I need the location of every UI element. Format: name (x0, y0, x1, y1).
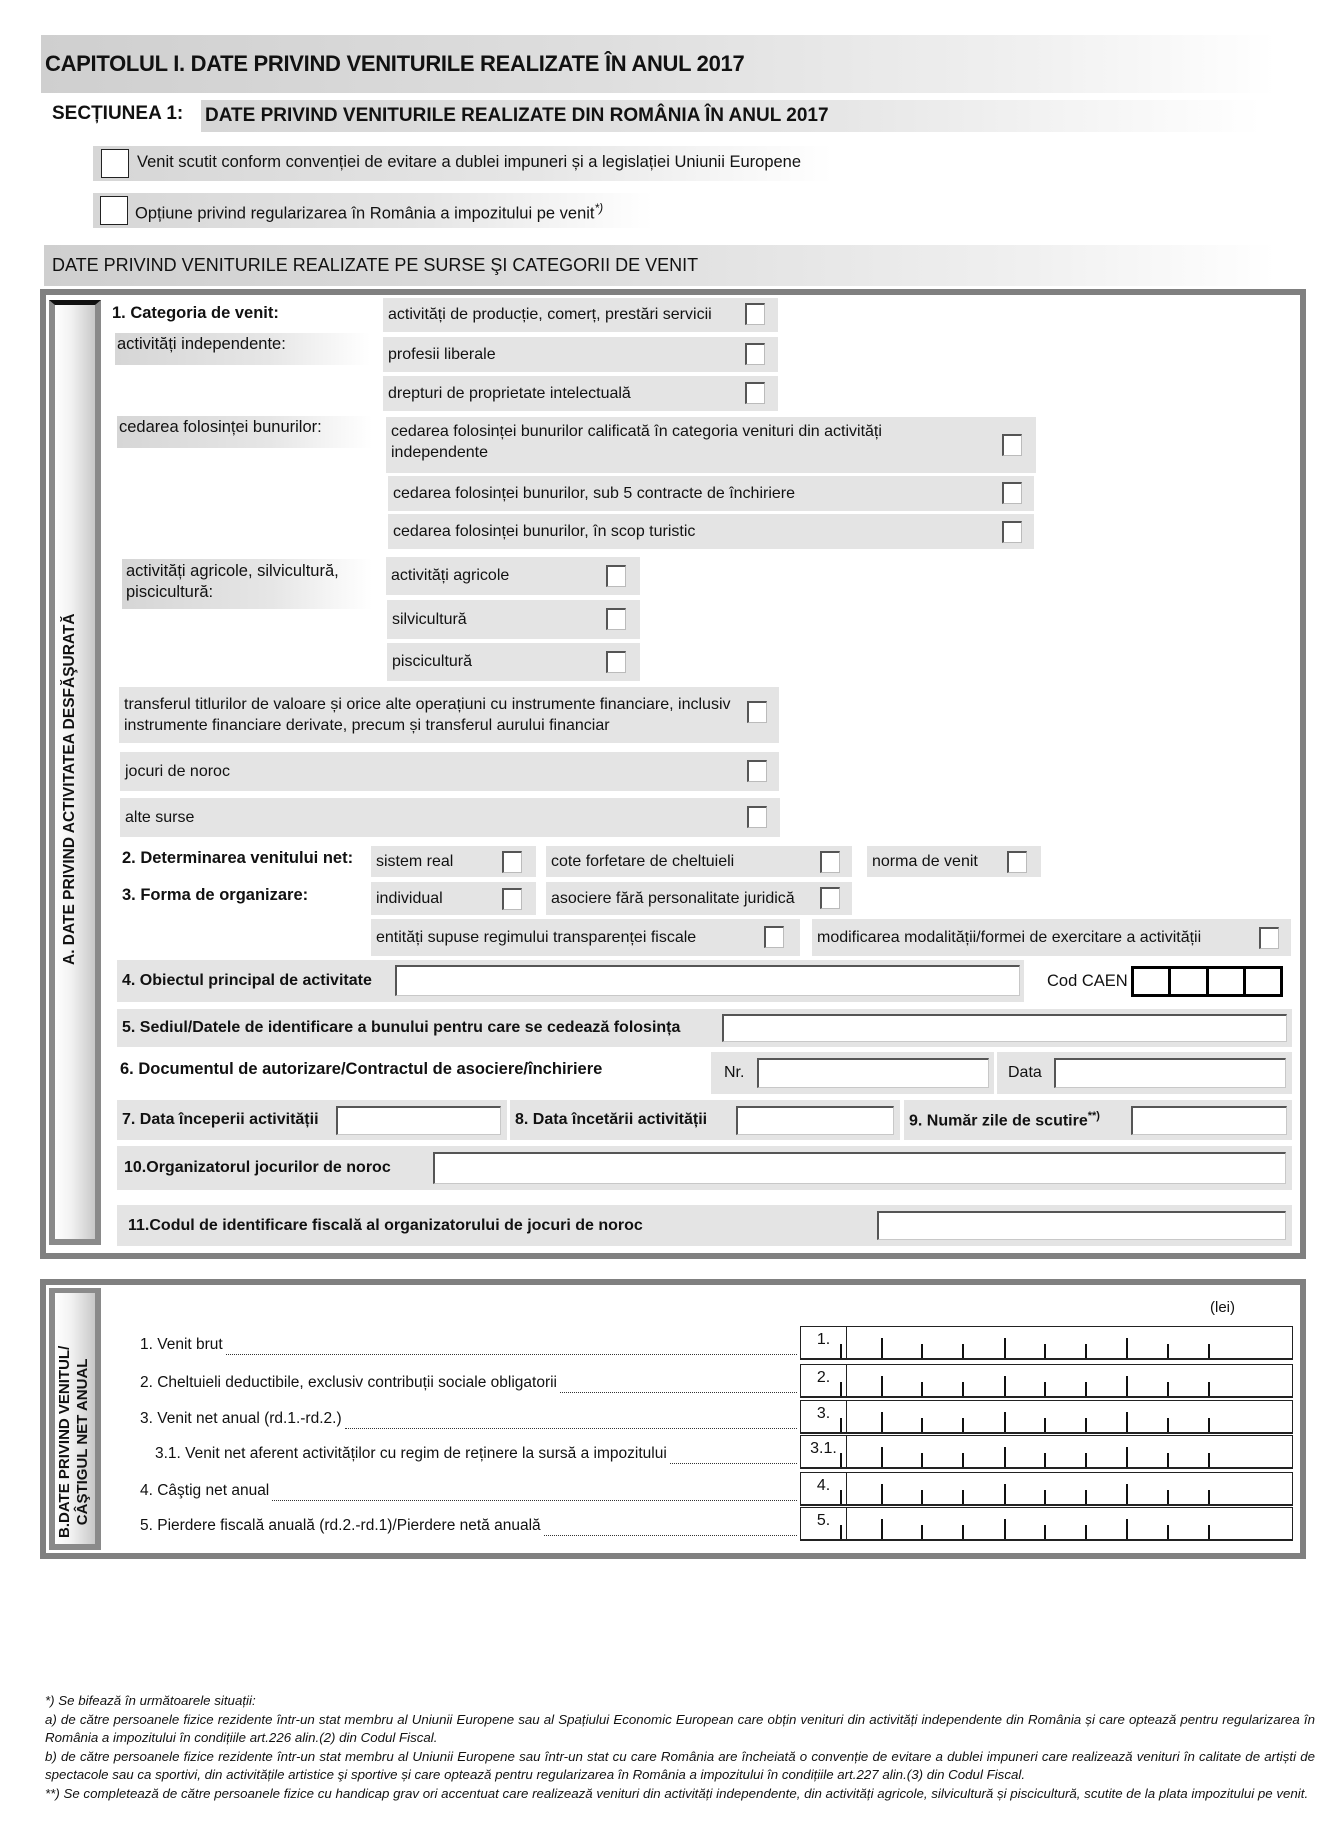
sources-header-text: DATE PRIVIND VENITURILE REALIZATE PE SURSE ŞI CATEGORII DE VENIT (52, 255, 699, 275)
option-label: alte surse (125, 808, 195, 826)
option-rental-qualified (386, 417, 1036, 473)
document-nr-label: Nr. (724, 1064, 745, 1081)
section-b-row-label: 5. Pierdere fiscală anuală (rd.2.-rd.1)/Pierdere netă anuală (140, 1517, 541, 1534)
regularization-option-row (93, 193, 653, 228)
footnote-star: *) Se bifează în următoarele situații: (45, 1693, 256, 1708)
rental-group-label-box (117, 416, 372, 448)
option-other-sources (120, 798, 780, 837)
digit-separator-tick (1085, 1382, 1087, 1396)
option-label: individual (376, 889, 443, 907)
section-b-value-row (800, 1435, 1293, 1469)
section-b-row-label: 1. Venit brut (140, 1336, 223, 1353)
caen-digit-1[interactable] (1134, 969, 1171, 994)
digit-separator-tick (1167, 1525, 1169, 1539)
digit-separator-tick (1085, 1344, 1087, 1358)
section-b-value-row (800, 1364, 1293, 1398)
section-b-row-label: 3.1. Venit net aferent activităților cu regim de reținere la sursă a impozitului (155, 1445, 667, 1462)
premises-label: 5. Sediul/Datele de identificare a bunului pentru care se cedează folosința (122, 1019, 681, 1036)
section-b-row-label: 4. Câştig net anual (140, 1482, 270, 1499)
document-date-label: Data (1008, 1064, 1042, 1081)
premises-input[interactable] (722, 1014, 1287, 1042)
amount-input[interactable] (847, 1436, 1292, 1467)
amount-input[interactable] (847, 1508, 1292, 1539)
digit-separator-tick (1044, 1453, 1046, 1467)
section-a-vertical-bar (49, 300, 101, 1245)
option-independent-production (383, 298, 778, 332)
option-label: cedarea folosinței bunurilor, sub 5 contracte de închiriere (393, 484, 796, 502)
regularization-checkbox[interactable] (100, 196, 128, 225)
digit-separator-tick (1126, 1519, 1128, 1539)
sources-header (44, 245, 1276, 286)
option-income-norm (867, 846, 1041, 877)
row-number: 4. (801, 1473, 847, 1504)
checkbox-association[interactable] (820, 887, 840, 909)
digit-separator-tick (881, 1519, 883, 1539)
option-rental-tourism (388, 514, 1034, 549)
digit-separator-tick (1126, 1338, 1128, 1358)
option-label: drepturi de proprietate intelectuală (388, 384, 631, 402)
currency-label: (lei) (1210, 1299, 1235, 1316)
digit-separator-tick (840, 1418, 842, 1432)
gambling-cif-input[interactable] (877, 1211, 1286, 1240)
exempt-days-label-wrap (909, 1110, 1100, 1130)
digit-separator-tick (1167, 1453, 1169, 1467)
option-individual (371, 882, 536, 915)
option-label: transferul titlurilor de valoare și orice alte operațiuni cu instrumente financiare, inclusiv instrumente financiare derivate, precum și transferul aurului financiar (124, 696, 731, 734)
section-b-value-row (800, 1400, 1293, 1434)
digit-separator-tick (1085, 1453, 1087, 1467)
option-gambling (120, 752, 779, 791)
option-label: piscicultură (392, 653, 473, 670)
section-b-vertical-title-line1: B.DATE PRIVIND VENITUL/ (56, 1345, 73, 1538)
digit-separator-tick (1085, 1525, 1087, 1539)
checkbox-gambling[interactable] (747, 760, 767, 782)
checkbox-individual[interactable] (502, 888, 522, 910)
digit-separator-tick (840, 1382, 842, 1396)
section-b-vertical-title (56, 1346, 92, 1538)
option-activity-modification (812, 919, 1291, 956)
exempt-checkbox[interactable] (101, 149, 129, 178)
checkbox-fish-farming[interactable] (606, 651, 626, 673)
option-label: activități de producție, comerț, prestări servicii (388, 306, 712, 323)
option-fish-farming (387, 643, 640, 681)
end-date-label: 8. Data încetării activității (515, 1111, 708, 1128)
checkbox-fiscal-transparency[interactable] (764, 926, 784, 948)
gambling-organizer-label: 10.Organizatorul jocurilor de noroc (124, 1159, 391, 1176)
exempt-option-row (93, 146, 833, 181)
section-b-value-row (800, 1507, 1293, 1541)
section-title (201, 100, 1261, 132)
category-label: 1. Categoria de venit: (112, 304, 279, 322)
option-liberal-professions (383, 337, 778, 372)
digit-separator-tick (921, 1453, 923, 1467)
digit-separator-tick (840, 1490, 842, 1504)
agri-group-label-box (122, 559, 372, 609)
rental-group-label: cedarea folosinței bunurilor: (119, 418, 322, 436)
option-rental-under-5 (388, 476, 1034, 511)
section-a-vertical-title: A. DATE PRIVIND ACTIVITATEA DESFĂŞURATĂ (61, 613, 78, 965)
digit-separator-tick (921, 1382, 923, 1396)
organization-label: 3. Forma de organizare: (122, 886, 309, 904)
checkbox-forestry[interactable] (606, 608, 626, 630)
option-agriculture (386, 557, 640, 595)
checkbox-independent-production[interactable] (745, 303, 765, 325)
checkbox-intellectual-property[interactable] (745, 382, 765, 404)
gambling-cif-label: 11.Codul de identificare fiscală al organizatorului de jocuri de noroc (128, 1216, 643, 1234)
leader-dots (272, 1500, 797, 1501)
document-nr-input[interactable] (757, 1058, 989, 1088)
row-number: 3. (801, 1401, 847, 1432)
digit-separator-tick (1044, 1344, 1046, 1358)
independent-group-label-box (115, 333, 370, 365)
digit-separator-tick (1208, 1344, 1210, 1358)
option-intellectual-property (383, 376, 778, 411)
digit-separator-tick (1167, 1418, 1169, 1432)
exempt-label: Venit scutit conform convenției de evitare a dublei impuneri și a legislației Uniunii Europene (137, 153, 802, 171)
digit-separator-tick (962, 1382, 964, 1396)
digit-separator-tick (921, 1490, 923, 1504)
digit-separator-tick (1208, 1525, 1210, 1539)
caen-code-input[interactable] (1131, 966, 1283, 997)
independent-group-label: activități independente: (117, 335, 286, 353)
footnotes (45, 1692, 1315, 1804)
net-income-label: 2. Determinarea venitului net: (122, 849, 354, 867)
caen-digit-2[interactable] (1171, 969, 1208, 994)
digit-separator-tick (921, 1525, 923, 1539)
digit-separator-tick (962, 1418, 964, 1432)
digit-separator-tick (881, 1338, 883, 1358)
start-date-label: 7. Data începerii activității (122, 1111, 319, 1128)
digit-separator-tick (962, 1344, 964, 1358)
section-b-vertical-bar (49, 1288, 101, 1550)
option-label: cedarea folosinței bunurilor, în scop turistic (393, 522, 696, 540)
digit-separator-tick (1208, 1382, 1210, 1396)
section-b-row-label: 3. Venit net anual (rd.1.-rd.2.) (140, 1410, 342, 1427)
section-label: SECȚIUNEA 1: (52, 103, 184, 124)
amount-input[interactable] (847, 1401, 1292, 1432)
regularization-label: Opțiune privind regularizarea în România a impozitului pe venit (135, 204, 595, 223)
row-number: 3.1. (801, 1436, 847, 1467)
section-b-value-row (800, 1472, 1293, 1506)
option-label: modificarea modalității/formei de exercitare a activității (817, 928, 1202, 946)
option-label: norma de venit (872, 852, 978, 870)
checkbox-real-system[interactable] (502, 851, 522, 873)
exempt-days-label: 9. Număr zile de scutire (909, 1112, 1088, 1130)
checkbox-agriculture[interactable] (606, 565, 626, 587)
row-number: 2. (801, 1365, 847, 1396)
digit-separator-tick (881, 1412, 883, 1432)
document-date-input[interactable] (1054, 1058, 1286, 1088)
digit-separator-tick (840, 1453, 842, 1467)
option-forestry (387, 600, 640, 639)
digit-separator-tick (1208, 1453, 1210, 1467)
regularization-footnote-mark: *) (594, 201, 604, 215)
caen-label: Cod CAEN (1047, 972, 1128, 990)
digit-separator-tick (840, 1344, 842, 1358)
row-number: 1. (801, 1327, 847, 1358)
checkbox-securities-transfer[interactable] (747, 701, 767, 723)
exempt-days-input[interactable] (1131, 1106, 1287, 1135)
checkbox-flat-rate-expenses[interactable] (820, 851, 840, 873)
checkbox-other-sources[interactable] (747, 806, 767, 828)
digit-separator-tick (1126, 1376, 1128, 1396)
digit-separator-tick (1044, 1418, 1046, 1432)
option-association (546, 882, 852, 915)
checkbox-rental-qualified[interactable] (1002, 434, 1022, 456)
agri-group-label: activități agricole, silvicultură, piscicultură: (126, 562, 339, 601)
option-securities-transfer (119, 687, 779, 743)
digit-separator-tick (881, 1447, 883, 1467)
digit-separator-tick (1126, 1447, 1128, 1467)
digit-separator-tick (1085, 1418, 1087, 1432)
section-b-vertical-title-line2: CÂŞTIGUL NET ANUAL (74, 1358, 91, 1526)
leader-dots (544, 1535, 797, 1536)
digit-separator-tick (921, 1344, 923, 1358)
amount-input[interactable] (847, 1365, 1292, 1396)
chapter-title (41, 35, 1276, 93)
option-label: cedarea folosinței bunurilor calificată în categoria venituri din activități independente (391, 423, 882, 461)
digit-separator-tick (962, 1525, 964, 1539)
option-label: profesii liberale (388, 345, 496, 363)
section-b-row-label: 2. Cheltuieli deductibile, exclusiv contribuții sociale obligatorii (140, 1374, 557, 1391)
digit-separator-tick (1044, 1525, 1046, 1539)
section-b-value-row (800, 1326, 1293, 1360)
checkbox-rental-tourism[interactable] (1002, 521, 1022, 543)
checkbox-rental-under-5[interactable] (1002, 482, 1022, 504)
option-label: entități supuse regimului transparenței fiscale (376, 928, 697, 946)
digit-separator-tick (1167, 1382, 1169, 1396)
option-label: activități agricole (391, 567, 510, 584)
option-label: sistem real (376, 852, 454, 870)
digit-separator-tick (1004, 1338, 1006, 1358)
digit-separator-tick (881, 1376, 883, 1396)
digit-separator-tick (1208, 1418, 1210, 1432)
footnote-a: a) de către persoanele fizice rezidente într-un stat membru al Uniunii Europene sau al Spațiului Economic European care obțin venituri din activități independente din România și care optează pentru regularizarea în România a impozitului în condițiile art.226 alin.(2) din Codul Fiscal. (45, 1711, 1315, 1746)
row-number: 5. (801, 1508, 847, 1539)
digit-separator-tick (1004, 1447, 1006, 1467)
digit-separator-tick (1004, 1519, 1006, 1539)
digit-separator-tick (1044, 1490, 1046, 1504)
caen-digit-3[interactable] (1209, 969, 1246, 994)
digit-separator-tick (1126, 1412, 1128, 1432)
footnote-b: b) de către persoanele fizice rezidente într-un stat membru al Uniunii Europene sau într-un stat cu care România are încheiată o convenție de evitare a dublei impuneri care realizează venituri în calitate de artiști de spectacole sau ca sportivi, din activitățile artistice şi sportive și care optează pentru regularizarea în România a impozitului în condițiile art.227 alin.(3) din Codul Fiscal. (45, 1748, 1315, 1783)
digit-separator-tick (962, 1453, 964, 1467)
digit-separator-tick (1004, 1412, 1006, 1432)
digit-separator-tick (1208, 1490, 1210, 1504)
chapter-title-text: CAPITOLUL I. DATE PRIVIND VENITURILE REALIZATE ÎN ANUL 2017 (45, 51, 745, 76)
checkbox-liberal-professions[interactable] (745, 343, 765, 365)
leader-dots (226, 1354, 797, 1355)
digit-separator-tick (1004, 1484, 1006, 1504)
checkbox-income-norm[interactable] (1007, 851, 1027, 873)
option-flat-rate-expenses (546, 846, 852, 877)
main-activity-input[interactable] (395, 965, 1020, 996)
digit-separator-tick (1126, 1484, 1128, 1504)
end-date-input[interactable] (736, 1106, 894, 1135)
checkbox-activity-modification[interactable] (1259, 927, 1279, 949)
option-real-system (371, 846, 536, 877)
option-label: asociere fără personalitate juridică (551, 889, 795, 907)
leader-dots (670, 1463, 797, 1464)
digit-separator-tick (1085, 1490, 1087, 1504)
start-date-input[interactable] (336, 1106, 501, 1135)
digit-separator-tick (1167, 1344, 1169, 1358)
leader-dots (345, 1428, 797, 1429)
gambling-organizer-input[interactable] (433, 1152, 1286, 1184)
caen-digit-4[interactable] (1246, 969, 1280, 994)
digit-separator-tick (1044, 1382, 1046, 1396)
option-label: cote forfetare de cheltuieli (551, 852, 735, 870)
digit-separator-tick (881, 1484, 883, 1504)
option-fiscal-transparency (371, 919, 800, 956)
amount-input[interactable] (847, 1473, 1292, 1504)
digit-separator-tick (1004, 1376, 1006, 1396)
option-label: jocuri de noroc (125, 762, 230, 780)
regularization-label-wrap (135, 201, 603, 224)
document-label: 6. Documentul de autorizare/Contractul de asociere/închiriere (120, 1060, 603, 1078)
digit-separator-tick (1167, 1490, 1169, 1504)
digit-separator-tick (962, 1490, 964, 1504)
leader-dots (560, 1392, 797, 1393)
main-activity-label: 4. Obiectul principal de activitate (122, 972, 372, 989)
amount-input[interactable] (847, 1327, 1292, 1358)
digit-separator-tick (921, 1418, 923, 1432)
footnote-double-star: **) Se completează de către persoanele fizice cu handicap grav ori accentuat care realizează venituri din activități independente, din activități agricole, silvicultură și piscicultură, scutite de la plata impozitului pe venit. (45, 1785, 1309, 1801)
option-label: silvicultură (392, 610, 467, 628)
exempt-days-footnote-mark: **) (1087, 1109, 1100, 1122)
digit-separator-tick (840, 1525, 842, 1539)
section-title-text: DATE PRIVIND VENITURILE REALIZATE DIN ROMÂNIA ÎN ANUL 2017 (205, 105, 829, 126)
